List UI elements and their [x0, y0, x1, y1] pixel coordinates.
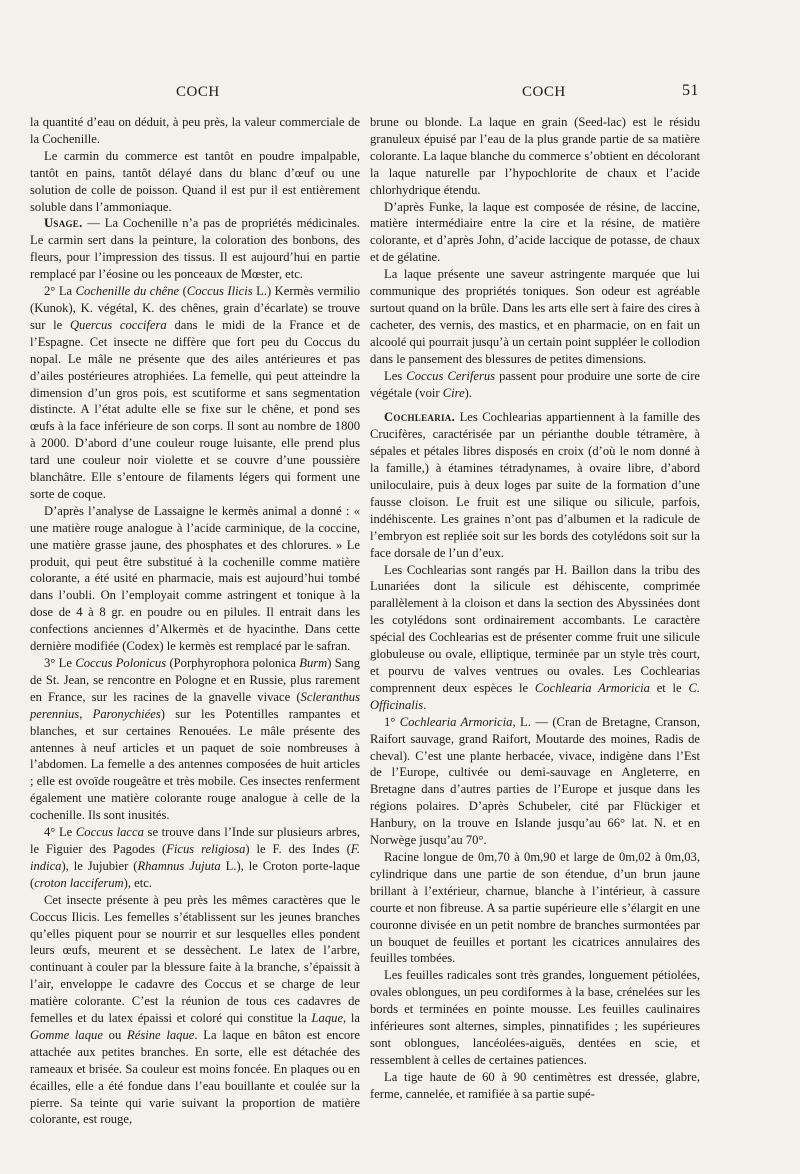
paragraph: D’après l’analyse de Lassaigne le kermès animal a donné : « une matière rouge analogue à l’acide carminique, de la coccine, une matière grasse jaune, des phosphates et des chlorures. » Le produit, qui peut être substitué à la cochenille comme matière colorante, a été usité en pharmacie, mais est aujourd’hui tombé dans l’oubli. On l’employait comme astringent et tonique à la dose de 4 à 8 gr. en poudre ou en pilules. Il entrait dans les confections anciennes d’Alkermès et de hyacinthe. Dans cette dernière modifiée (Codex) le kermès est remplacé par le safran.	[30, 503, 360, 654]
paragraph: brune ou blonde. La laque en grain (Seed-lac) est le résidu granuleux épuisé par l’eau de la plus grande partie de sa matière colorante. La laque blanche du commerce s’obtient en décolorant la laque naturelle par l’hypochlorite de chaux et l’acide chlorhydrique étendu.	[370, 115, 700, 197]
running-header	[0, 84, 800, 108]
page-number: 51	[682, 82, 699, 99]
paragraph-armoricia: 1° Cochlearia Armoricia, L. — (Cran de Bretagne, Cranson, Raifort sauvage, grand Raifort, Moutarde des moines, Radis de cheval). C’est une plante herbacée, vivace, indigène dans l’Est de l’Europe, cultivée ou demi-sauvage en Angleterre, en Bretagne dans d’autres parties de l’Europe et jusque dans les régions polaires. D’après Schubeler, cité par Flückiger et Hanbury, on la trouve en Islande jusqu’au 66° lat. N. et en Norwège jusqu’au 70°.	[370, 714, 700, 848]
paragraph-lacca: 4° Le Coccus lacca se trouve dans l’Inde sur plusieurs arbres, le Figuier des Pagodes (Ficus religiosa) le F. des Indes (F. indica), le Jujubier (Rhamnus Jujuta L.), le Croton porte-laque (croton lacciferum), etc.	[30, 825, 360, 890]
paragraph: la quantité d’eau on déduit, à peu près, la valeur commerciale de la Cochenille.	[30, 115, 360, 146]
usage-heading: Usage.	[44, 216, 83, 231]
paragraph-polonicus: 3° Le Coccus Polonicus (Porphyrophora polonica Burm) Sang de St. Jean, se rencontre en Pologne et en Russie, plus rarement en France, sur les racines de la gnavelle vivace (Scleranthus perennius, Paronychiées) sur les Potentilles rampantes et blanches, et sur certaines Renouées. Le mâle présente des antennes à neuf articles et un paquet de soie nombreuses à l’abdomen. La femelle a des antennes composées de huit articles ; elle est ovoïde rougeâtre et très mobile. Ces insectes renferment également une matière colorante rouge analogue à celle de la cochenille. Ils sont inusités.	[30, 656, 360, 823]
paragraph: La laque présente une saveur astringente marquée que lui communique des propriétés toniques. Son odeur est agréable surtout quand on la brûle. Dans les arts elle sert à faire des cires à cacheter, des vernis, des mastics, et en pharmacie, on en fait un alcoolé qui pourrait jusqu’à un certain point suppléer le collodion dans le pansement des blessures de petites dimensions.	[370, 267, 700, 366]
paragraph: Le carmin du commerce est tantôt en poudre impalpable, tantôt en pains, tantôt délayé dans du blanc d’œuf ou une solution de colle de poisson. Quand il est pur il est entièrement soluble dans l’ammoniaque.	[30, 148, 360, 214]
right-running-title: COCH	[522, 84, 566, 100]
right-column	[370, 114, 700, 1103]
left-column	[30, 114, 360, 1128]
paragraph-tige: La tige haute de 60 à 90 centimètres est dressée, glabre, ferme, cannelée, et ramifiée à sa partie supé-	[370, 1069, 700, 1101]
cochlearia-heading: Cochlearia.	[384, 410, 456, 425]
paragraph-laque: Cet insecte présente à peu près les mêmes caractères que le Coccus Ilicis. Les femelles s’établissent sur les jeunes branches qu’elles piquent pour se nourrir et sur lesquelles elles pondent leurs œufs, meurent et se dessèchent. Le latex de l’arbre, continuant à couler par la blessure faite à la branche, s’épaissit à l’air, enveloppe le cadavre des Coccus et se charge de leur matière colorante. C’est la réunion de tous ces cadavres de femelles et du latex épaissi et coloré qui constitue la Laque, la Gomme laque ou Résine laque. La laque en bâton est encore attachée aux petites branches. En sorte, elle est détachée des rameaux et brisée. Sa couleur est moins foncée. En plaques ou en écailles, elle a été fondue dans l’eau bouillante et coulée sur la pierre. Sa teinte qui varie suivant la proportion de matière colorante, est rouge,	[30, 892, 360, 1127]
paragraph-kermes: 2° La Cochenille du chêne (Coccus Ilicis L.) Kermès vermilio (Kunok), K. végétal, K. des chênes, grain d’écarlate) se trouve sur le Quercus coccifera dans le midi de la France et de l’Espagne. Cet insecte ne diffère que fort peu du Coccus du nopal. Le mâle ne présente que des ailes antérieures et pas d’ailes postérieures atrophiées. La femelle, qui peut atteindre la dimension d’un gros pois, est scutiforme et sans segmentation distincte. A l’état adulte elle se fixe sur le chêne, et pond ses œufs à la face inférieure de son corps. Il sont au nombre de 1800 à 2000. D’abord d’une couleur rouge luisante, elle prend plus tard une couleur noir violette et se couvre d’une poussière blanchâtre. Elle s’entoure de filaments légers qui forment une sorte de coque.	[30, 284, 361, 501]
paragraph-racine: Racine longue de 0m,70 à 0m,90 et large de 0m,02 à 0m,03, cylindrique dans une partie de son étendue, d’un brun jaune brillant à l’extérieur, charnue, blanche à l’intérieur, à cassure courte et non fibreuse. A sa partie supérieure elle s’élargit en une couronne divisée en un petit nombre de branches surmontées par un bouquet de feuilles et portant les cicatrices annulaires des feuilles tombées.	[370, 849, 700, 966]
left-running-title: COCH	[176, 84, 220, 100]
paragraph-cochlearia: Cochlearia. Les Cochlearias appartiennent à la famille des Crucifères, caractérisée par un périanthe double tétramère, à sépales et pétales libres disposés en croix (d’où le nom donné à la famille,) à étamines tétradynames, à ovaire libre, d’abord uniloculaire, puis à deux loges par suite de la formation d’une fausse cloison. Le fruit est une silique ou silicule, parfois, indéhiscente. Les graines n’ont pas d’albumen et la radicule de l’embryon est repliée soit sur les bords des cotylédons soit sur la face dorsale de l’un d’eux.	[370, 410, 700, 560]
paragraph-ceriferus: Les Coccus Ceriferus passent pour produire une sorte de cire végétale (voir Cire).	[370, 368, 700, 400]
paragraph-lunariees: Les Cochlearias sont rangés par H. Baillon dans la tribu des Lunariées dont la silicule est déhiscente, comprimée parallèlement à la cloison et dans la section des Abyssinées dont les cotylédons sont ordinairement accombants. Le caractère spécial des Cochlearias est de présenter comme fruit une silicule globuleuse ou ovale, elliptique, terminée par un style très court, et pourvu de valves ventrues ou ovales. Les Cochlearias comprennent deux espèces le Cochlearia Armoricia et le C. Officinalis.	[370, 562, 700, 712]
paragraph: D’après Funke, la laque est composée de résine, de laccine, matière intermédiaire entre la cire et la résine, de matière colorante, et d’après John, d’acide laccique de potasse, de chaux et de gélatine.	[370, 199, 700, 265]
paragraph-feuilles: Les feuilles radicales sont très grandes, longuement pétiolées, ovales oblongues, un peu cordiformes à la base, crénelées sur les bords et terminées en pointe mousse. Les feuilles caulinaires inférieures sont alternes, simples, pinnatifides ; les supérieures sont oblongues, lancéolées-aiguës, dentées en scie, et ressemblent à celles de certaines patiences.	[370, 968, 700, 1067]
paragraph-usage: Usage. — La Cochenille n’a pas de propriétés médicinales. Le carmin sert dans la peinture, la coloration des bonbons, des fleurs, pour l’impression des tissus. Il est aujourd’hui en partie remplacé par l’éosine ou les ponceaux de Mœster, etc.	[30, 216, 360, 282]
